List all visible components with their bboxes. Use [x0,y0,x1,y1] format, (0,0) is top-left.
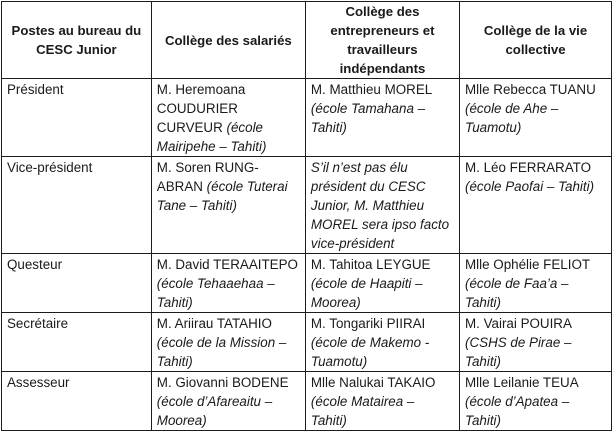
header-entrepreneurs: Collège des entrepreneurs et travailleurs indépendants [305,2,459,79]
member-school: (école de Makemo - Tuamotu) [310,335,430,369]
entrepreneurs-cell [305,79,459,157]
member-name: M. Ariirau TATAHIO [156,316,272,331]
table-row [2,313,612,372]
vie-collective-cell [460,313,612,372]
member-school: (école d’Afareaitu – Moorea) [156,394,273,428]
member-school: (école de Ahe – Tuamotu) [465,101,559,135]
table-row [2,157,612,254]
salaries-cell [151,79,305,157]
poste-cell: Questeur [2,254,152,313]
member-school: (école Tuterai Tane – Tahiti) [156,179,288,213]
member-school: (école Mairipehe – Tahiti) [156,120,267,154]
poste-cell: Secrétaire [2,313,152,372]
member-school: (CSHS de Pirae – Tahiti) [465,335,572,369]
member-name: M. Giovanni BODENE [156,375,289,390]
poste-cell: Vice-président [2,157,152,254]
member-name: M. Soren RUNG-ABRAN [156,160,259,194]
member-school: (école de Faa’a – Tahiti) [465,276,569,310]
member-school: (école d’Apatea – Tahiti) [465,394,570,428]
member-name: Mlle Leilanie TEUA [465,375,578,390]
vie-collective-cell [460,157,612,254]
member-name: M. David TERAAITEPO [156,257,298,272]
header-row [2,2,612,79]
salaries-cell [151,254,305,313]
cesc-junior-bureau-table [1,1,612,431]
entrepreneurs-cell [305,372,459,431]
table-row [2,79,612,157]
member-school: (école Matairea – Tahiti) [310,394,415,428]
member-name: M. Tahitoa LEYGUE [310,257,431,272]
salaries-cell [151,313,305,372]
vie-collective-cell [460,254,612,313]
member-name: Mlle Rebecca TUANU [465,82,596,97]
member-name: M. Matthieu MOREL [310,82,432,97]
member-name: Mlle Nalukai TAKAIO [310,375,436,390]
member-school: (école Paofai – Tahiti) [465,179,595,194]
vice-president-note: S’il n’est pas élu président du CESC Junior, M. Matthieu MOREL sera ipso facto vice-président [310,160,450,251]
member-name: M. Vairai POUIRA [465,316,572,331]
poste-cell: Assesseur [2,372,152,431]
entrepreneurs-cell [305,254,459,313]
entrepreneurs-cell [305,313,459,372]
salaries-cell [151,157,305,254]
member-name: M. Heremoana COUDURIER CURVEUR [156,82,246,135]
table-row [2,254,612,313]
member-school: (école de la Mission – Tahiti) [156,335,287,369]
header-salaries: Collège des salariés [151,2,305,79]
member-name: Mlle Ophélie FELIOT [465,257,590,272]
vie-collective-cell [460,79,612,157]
entrepreneurs-cell [305,157,459,254]
salaries-cell [151,372,305,431]
poste-cell: Président [2,79,152,157]
member-school: (école Tamahana – Tahiti) [310,101,426,135]
member-school: (école Tehaaehaa – Tahiti) [156,276,275,310]
member-school: (école de Haapiti – Moorea) [310,276,423,310]
member-name: M. Léo FERRARATO [465,160,592,175]
header-vie-collective: Collège de la vie collective [460,2,612,79]
member-name: M. Tongariki PIIRAI [310,316,426,331]
table-row [2,372,612,431]
vie-collective-cell [460,372,612,431]
header-postes: Postes au bureau du CESC Junior [2,2,152,79]
